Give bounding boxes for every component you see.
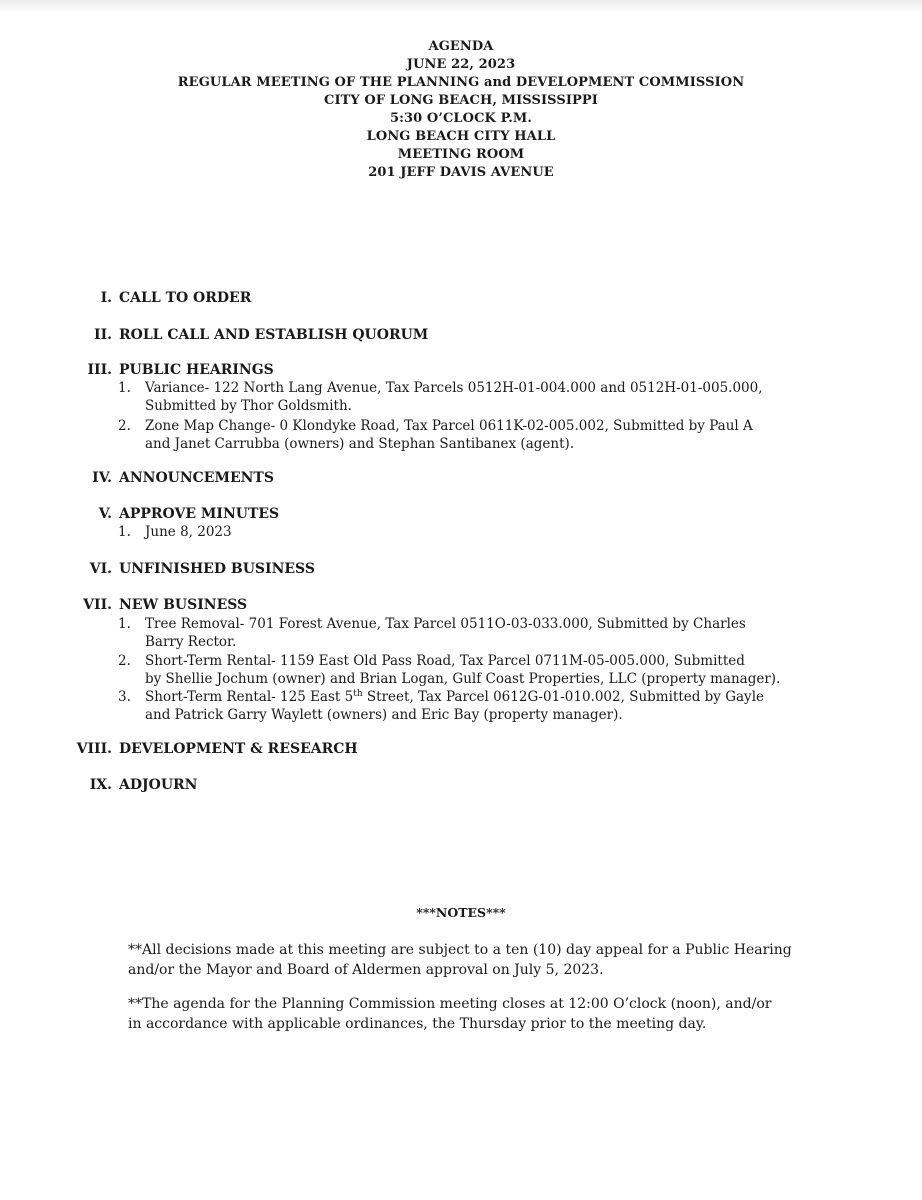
item-text-line: Submitted by Thor Goldsmith. [145, 398, 352, 414]
note-text-line: **All decisions made at this meeting are subject to a ten (10) day appeal for a Public Hearing [128, 942, 792, 958]
item-text-line: Barry Rector. [145, 634, 237, 650]
note-text-line: in accordance with applicable ordinances, the Thursday prior to the meeting day. [128, 1016, 707, 1032]
section-title: UNFINISHED BUSINESS [119, 561, 315, 577]
header-city: CITY OF LONG BEACH, MISSISSIPPI [324, 93, 598, 108]
item-number: 1. [118, 524, 131, 540]
section-numeral: III. [87, 362, 112, 378]
section-title: APPROVE MINUTES [119, 506, 280, 522]
note-text-line: **The agenda for the Planning Commission meeting closes at 12:00 O’clock (noon), and/or [128, 996, 772, 1012]
section-title: CALL TO ORDER [119, 290, 252, 306]
notes-title: ***NOTES*** [416, 905, 506, 920]
item-number: 1. [118, 380, 131, 396]
section-numeral: IX. [89, 777, 112, 793]
item-text-line: and Patrick Garry Waylett (owners) and Eric Bay (property manager). [145, 707, 623, 723]
item-text-part: Short-Term Rental- 125 East 5 [145, 689, 354, 705]
item-text-line: Variance- 122 North Lang Avenue, Tax Parcels 0512H-01-004.000 and 0512H-01-005.000, [145, 380, 763, 396]
section-numeral: V. [98, 506, 112, 522]
header-date: JUNE 22, 2023 [406, 57, 516, 72]
page-top-edge [0, 0, 922, 14]
section-title: ANNOUNCEMENTS [119, 470, 274, 486]
section-title: ROLL CALL AND ESTABLISH QUORUM [119, 327, 429, 343]
item-text-line: Zone Map Change- 0 Klondyke Road, Tax Parcel 0611K-02-005.002, Submitted by Paul A [145, 418, 753, 434]
agenda-header [0, 38, 922, 182]
header-room: MEETING ROOM [397, 147, 525, 162]
note-paragraph [128, 940, 828, 980]
header-time: 5:30 O’CLOCK P.M. [389, 111, 533, 126]
item-number: 2. [118, 653, 131, 669]
header-venue: LONG BEACH CITY HALL [366, 129, 556, 144]
section-title: NEW BUSINESS [119, 597, 248, 613]
header-meeting-name: REGULAR MEETING OF THE PLANNING and DEVELOPMENT COMMISSION [177, 75, 745, 90]
item-number: 2. [118, 418, 131, 434]
section-numeral: II. [94, 327, 112, 343]
note-paragraph [128, 994, 828, 1034]
item-text-line: Tree Removal- 701 Forest Avenue, Tax Parcel 0511O-03-033.000, Submitted by Charles [145, 616, 746, 632]
section-numeral: I. [100, 290, 112, 306]
ordinal-suffix: th [353, 689, 363, 699]
item-number: 1. [118, 616, 131, 632]
section-title: PUBLIC HEARINGS [119, 362, 274, 378]
item-text-line: by Shellie Jochum (owner) and Brian Logan, Gulf Coast Properties, LLC (property manager). [145, 671, 781, 687]
item-text-part: Street, Tax Parcel 0612G-01-010.002, Submitted by Gayle [362, 689, 764, 705]
section-numeral: VII. [83, 597, 112, 613]
note-text-line: and/or the Mayor and Board of Aldermen approval on July 5, 2023. [128, 962, 604, 978]
section-numeral: IV. [92, 470, 112, 486]
header-address: 201 JEFF DAVIS AVENUE [368, 165, 554, 180]
section-title: ADJOURN [119, 777, 198, 793]
section-numeral: VIII. [76, 741, 112, 757]
section-numeral: VI. [89, 561, 112, 577]
item-number: 3. [118, 689, 131, 705]
item-text-line: June 8, 2023 [145, 524, 232, 540]
item-text-line [145, 688, 825, 706]
section-title: DEVELOPMENT & RESEARCH [119, 741, 358, 757]
item-text-line: Short-Term Rental- 1159 East Old Pass Road, Tax Parcel 0711M-05-005.000, Submitted [145, 653, 745, 669]
header-title: AGENDA [428, 39, 494, 54]
item-text-line: and Janet Carrubba (owners) and Stephan Santibanex (agent). [145, 436, 575, 452]
